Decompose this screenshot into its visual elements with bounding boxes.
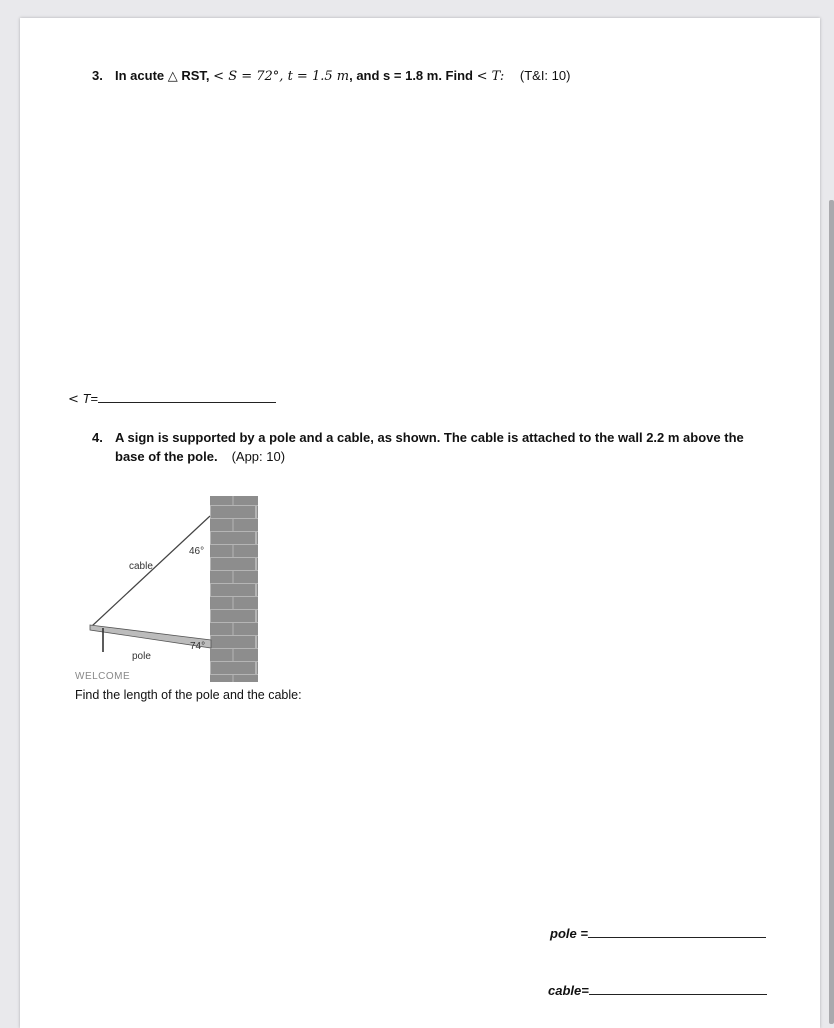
pole-cable-diagram: [72, 492, 272, 682]
answer-t-line: [68, 390, 276, 407]
welcome-sign-text: WELCOME: [75, 671, 131, 682]
cable-label: cable: [129, 561, 153, 572]
worksheet-page: [20, 18, 820, 1028]
pole-answer-blank[interactable]: [588, 925, 766, 938]
triangle-name: RST,: [181, 68, 210, 83]
triangle-symbol: △: [167, 68, 178, 83]
pole-answer-label: pole =: [550, 926, 588, 941]
question-3-number: 3.: [92, 68, 103, 83]
question-3: [92, 68, 570, 84]
angle-46-label: 46°: [189, 546, 205, 557]
question-3-text-prefix: In acute: [115, 68, 165, 83]
given-side: , and s = 1.8 m. Find: [349, 68, 473, 83]
question-4: [92, 428, 772, 466]
question-4-number: 4.: [92, 430, 103, 445]
answer-t-eq: =: [90, 391, 99, 406]
angle-74-label: 74°: [190, 641, 206, 652]
brick-wall: [210, 496, 258, 682]
given-angle: < S = 72°, t = 1.5 m: [213, 69, 350, 84]
find-instruction: Find the length of the pole and the cable:: [75, 688, 302, 702]
cable-answer-blank[interactable]: [589, 982, 767, 995]
answer-t-lt: <: [68, 392, 79, 407]
question-4-text: A sign is supported by a pole and a cable, as shown. The cable is attached to the wall 2.2 m above the base of the pole.: [115, 430, 744, 464]
answer-t-blank[interactable]: [98, 390, 276, 403]
pole-answer: [550, 925, 766, 941]
answer-t-var: T: [82, 391, 91, 406]
cable-answer-label: cable=: [548, 983, 589, 998]
question-3-tag: (T&I: 10): [519, 68, 571, 83]
pole-label: pole: [132, 651, 151, 662]
question-4-tag: (App: 10): [231, 449, 286, 464]
cable-answer: [548, 982, 767, 998]
scrollbar[interactable]: [829, 200, 834, 1024]
find-angle: < T:: [476, 69, 505, 84]
